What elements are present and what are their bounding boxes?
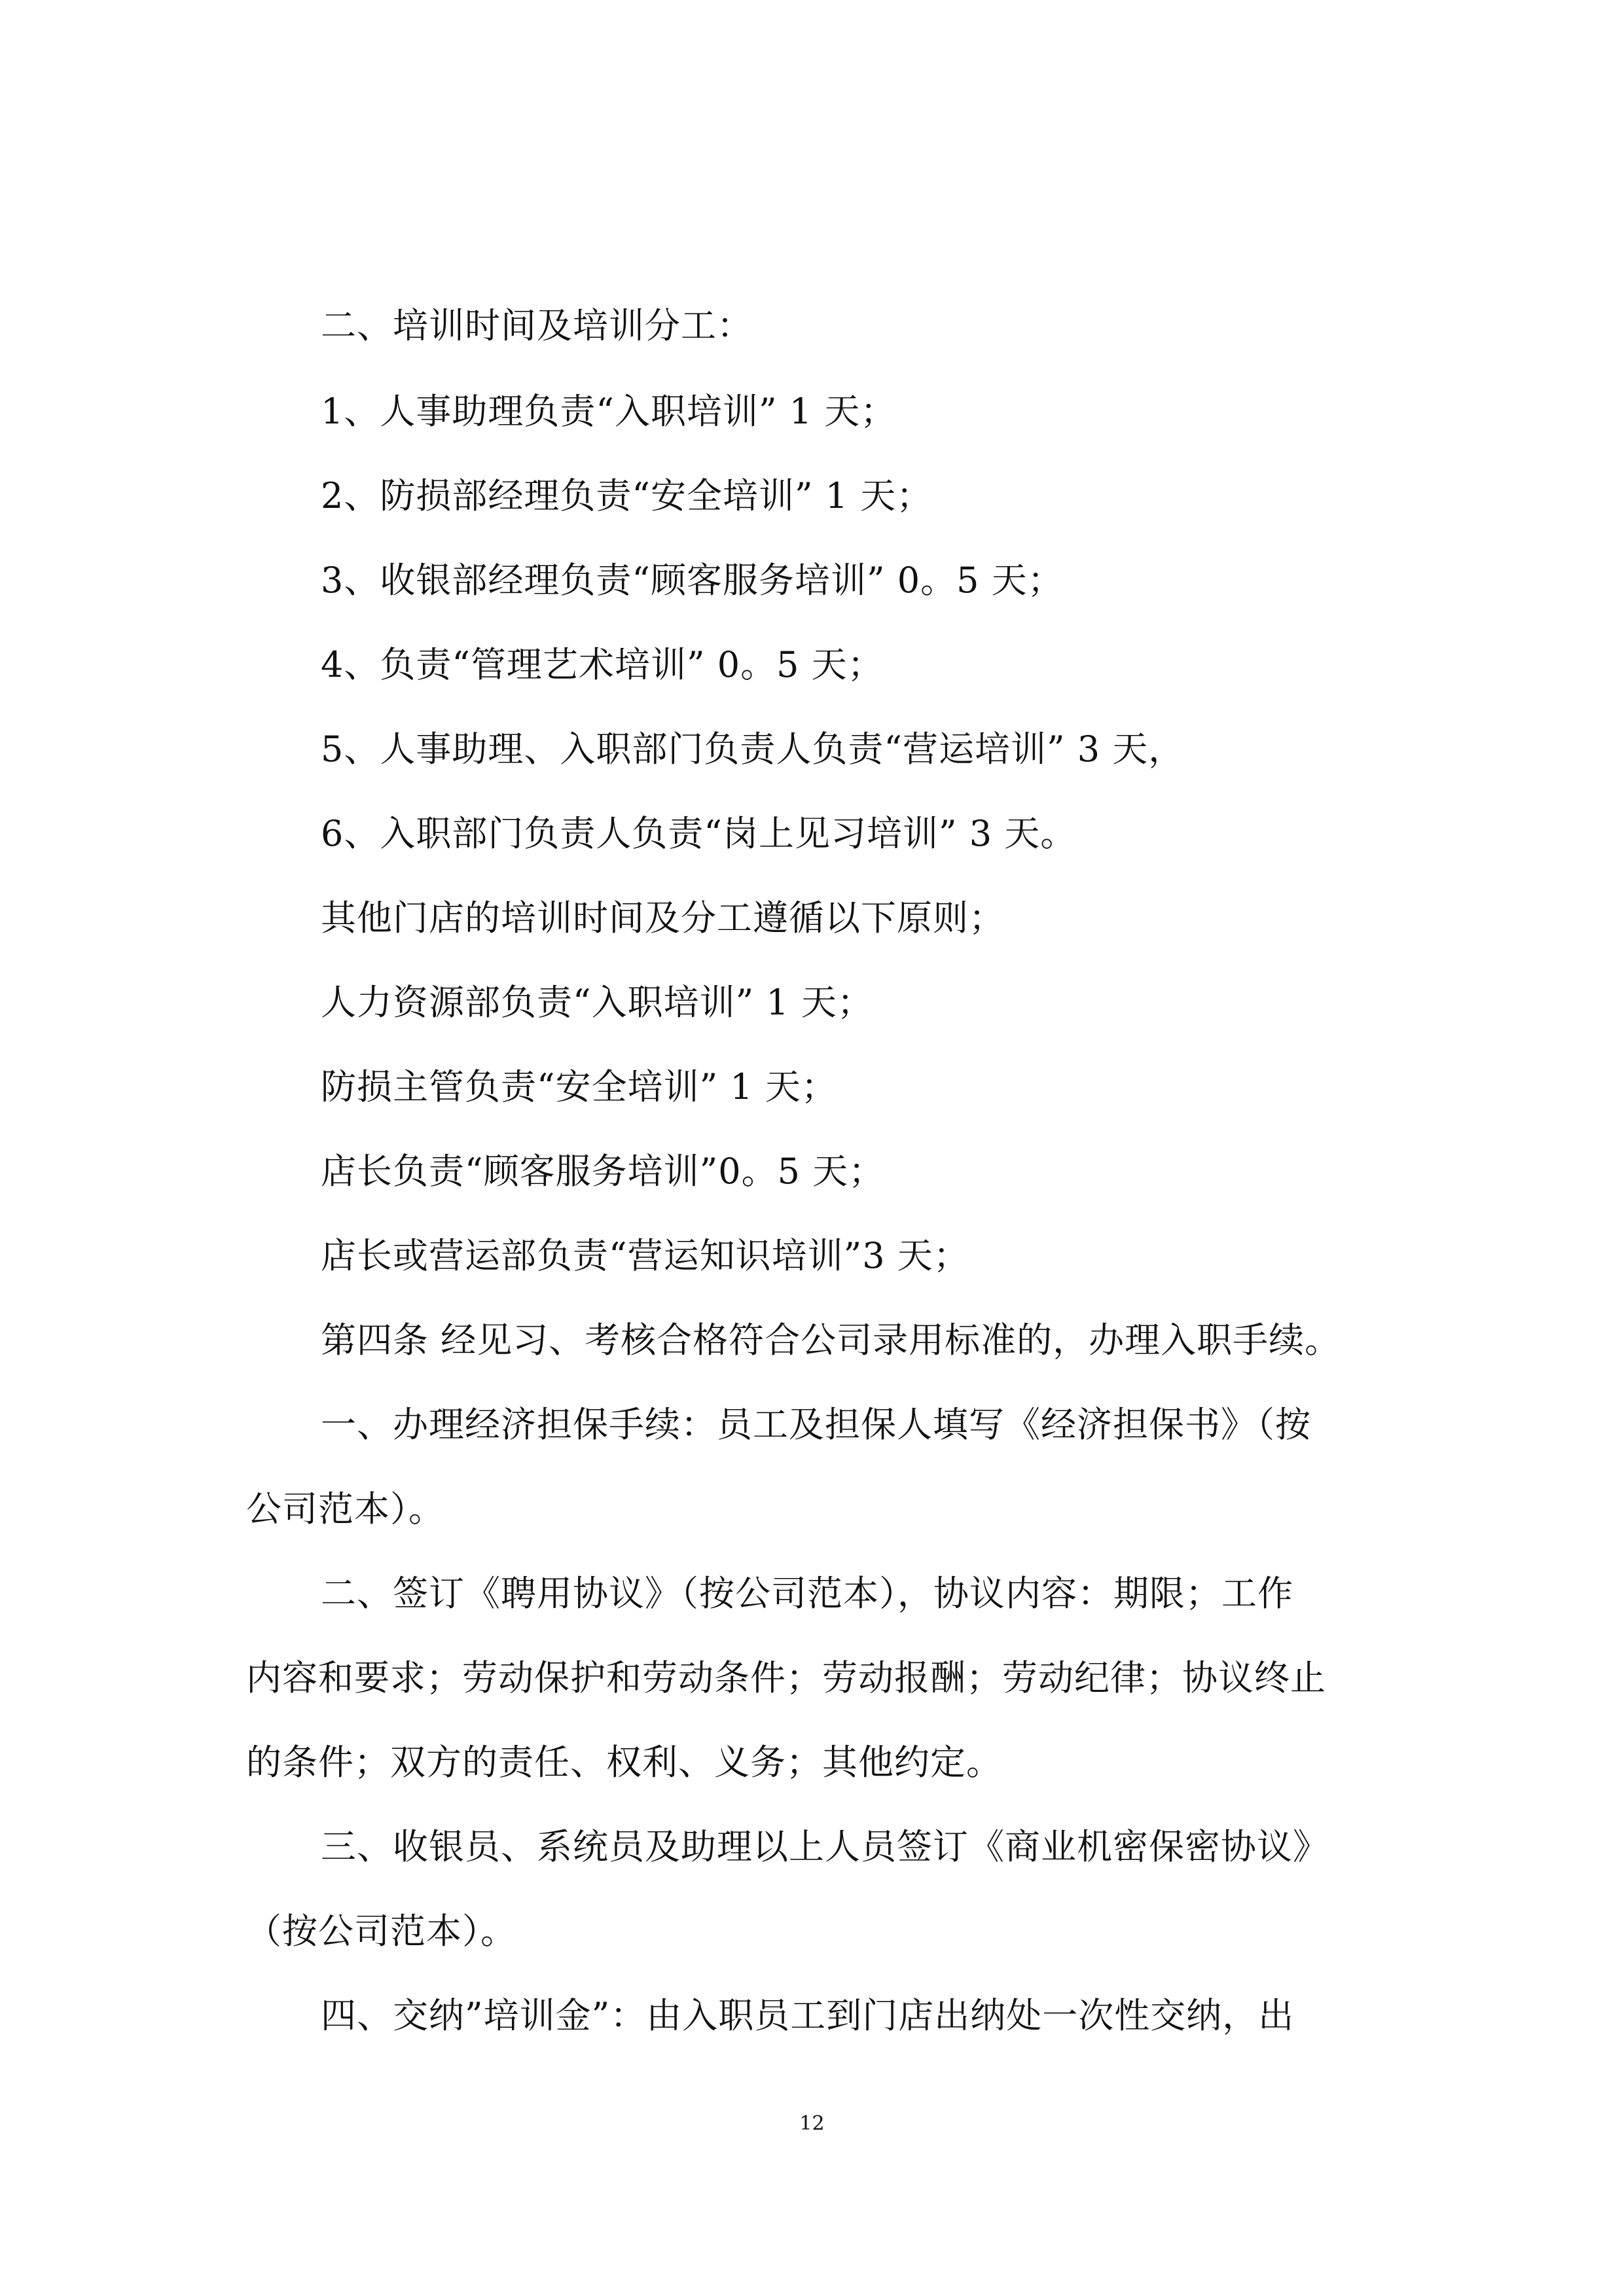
text-line: 2、防损部经理负责“安全培训” 1 天；: [321, 475, 933, 516]
text-line: 二、签订《聘用协议》（按公司范本），协议内容：期限；工作: [321, 1573, 1293, 1614]
text-line: 人力资源部负责“入职培训” 1 天；: [321, 982, 873, 1023]
text-line: 三、收银员、系统员及助理以上人员签订《商业机密保密协议》: [321, 1826, 1329, 1867]
article-four-heading: 第四条 经见习、考核合格符合公司录用标准的，办理入职手续。: [321, 1319, 1341, 1361]
text-line: 公司范本）。: [246, 1488, 444, 1530]
text-line: 一、办理经济担保手续：员工及担保人填写《经济担保书》（按: [321, 1404, 1311, 1445]
text-line: 1、人事助理负责“入职培训” 1 天；: [321, 391, 897, 432]
text-line: 店长或营运部负责“营运知识培训”3 天；: [321, 1235, 969, 1276]
text-line: 3、收银部经理负责“顾客服务培训” 0。5 天；: [321, 560, 1064, 601]
text-line: 其他门店的培训时间及分工遵循以下原则；: [321, 897, 1005, 939]
page-number: 12: [799, 2112, 825, 2135]
text-line: 的条件；双方的责任、权利、义务；其他约定。: [246, 1742, 1002, 1783]
text-line: 防损主管负责“安全培训” 1 天；: [321, 1066, 837, 1107]
text-line: 店长负责“顾客服务培训”0。5 天；: [321, 1151, 885, 1192]
section-heading-training-time: 二、培训时间及培训分工：: [321, 305, 753, 346]
text-line: 5、人事助理、入职部门负责人负责“营运培训” 3 天，: [321, 728, 1185, 770]
text-line: 4、负责“管理艺术培训” 0。5 天；: [321, 644, 884, 685]
text-line: 四、交纳”培训金”：由入职员工到门店出纳处一次性交纳，出: [321, 1995, 1295, 2036]
text-line: 内容和要求；劳动保护和劳动条件；劳动报酬；劳动纪律；协议终止: [246, 1657, 1326, 1698]
text-line: 6、入职部门负责人负责“岗上见习培训” 3 天。: [321, 813, 1077, 854]
text-line: （按公司范本）。: [246, 1910, 516, 1952]
